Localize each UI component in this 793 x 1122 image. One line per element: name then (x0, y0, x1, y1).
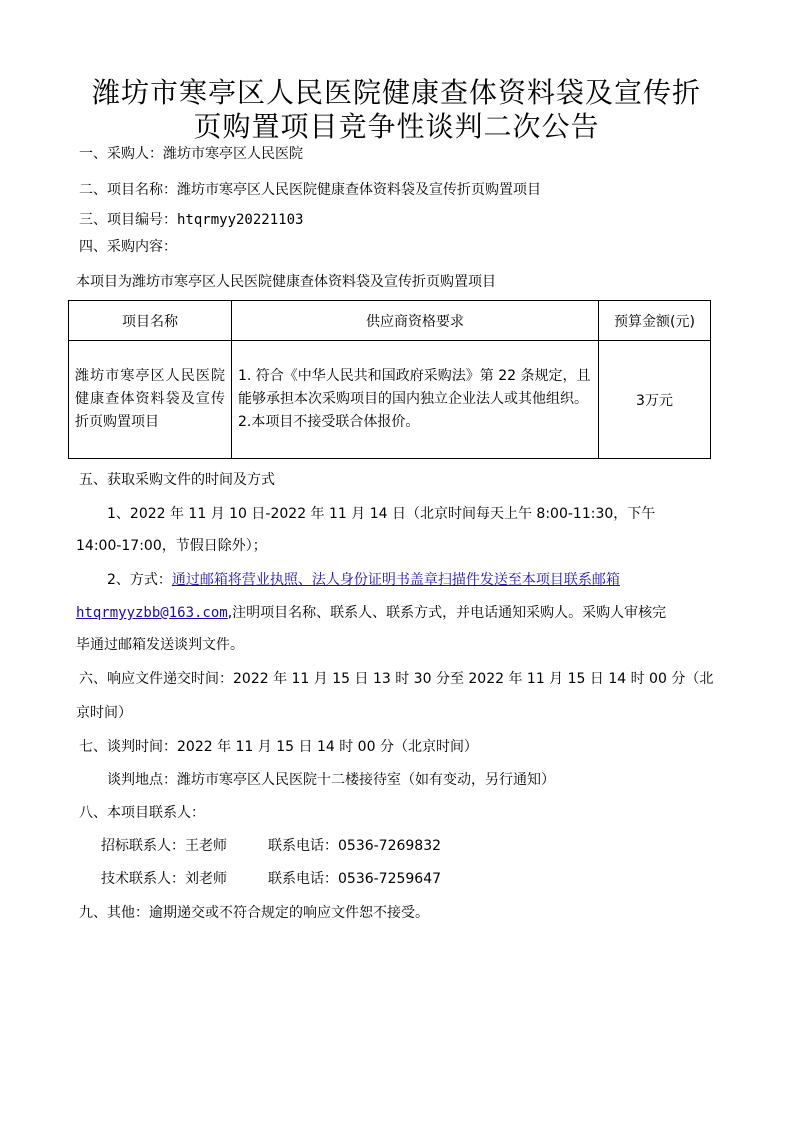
section6-line2: 京时间） (76, 705, 132, 721)
cell-budget: 3万元 (599, 341, 711, 459)
cell-project-name: 潍坊市寒亭区人民医院健康查体资料袋及宣传折页购置项目 (69, 341, 232, 459)
content-intro: 本项目为潍坊市寒亭区人民医院健康查体资料袋及宣传折页购置项目 (76, 274, 496, 290)
notice-title-line1: 潍坊市寒亭区人民医院健康查体资料袋及宣传折 (91, 76, 701, 109)
section8-heading: 八、本项目联系人： (79, 805, 205, 821)
contact1-phone: 联系电话：0536-7269832 (268, 838, 442, 854)
header-qualification: 供应商资格要求 (232, 301, 599, 341)
section5-heading: 五、获取采购文件的时间及方式 (79, 472, 275, 488)
section7-place: 谈判地点：潍坊市寒亭区人民医院十二楼接待室（如有变动，另行通知） (107, 772, 555, 788)
section5-item1-line1: 1、2022 年 11 月 10 日-2022 年 11 月 14 日（北京时间每天上午 8:00-11:30，下午 (107, 506, 656, 522)
purchaser-line: 一、采购人：潍坊市寒亭区人民医院 (79, 146, 303, 162)
section9-line: 九、其他：逾期递交或不符合规定的响应文件恕不接受。 (79, 905, 429, 921)
project-number-line (79, 211, 303, 229)
section7-time: 七、谈判时间：2022 年 11 月 15 日 14 时 00 分（北京时间） (79, 739, 478, 755)
project-name-line: 二、项目名称：潍坊市寒亭区人民医院健康查体资料袋及宣传折页购置项目 (79, 182, 541, 198)
requirements-table (68, 300, 711, 459)
project-number-value: htqrmyy20221103 (177, 212, 304, 228)
table-row (69, 341, 711, 459)
method-link[interactable]: 通过邮箱将营业执照、法人身份证明书盖章扫描件发送至本项目联系邮箱 (171, 572, 620, 588)
contact2-label: 技术联系人：刘老师 (101, 871, 227, 887)
table-header-row (69, 301, 711, 341)
section5-item2-line1 (107, 571, 620, 589)
qualification-item-1: 1. 符合《中华人民共和国政府采购法》第 22 条规定，且能够承担本次采购项目的国内独立企业法人或其他组织。 (238, 368, 591, 407)
section5-item1-line2: 14:00-17:00，节假日除外）； (76, 538, 267, 554)
content-heading: 四、采购内容： (79, 239, 177, 255)
method-label: 2、方式： (107, 572, 172, 588)
project-number-label: 三、项目编号： (79, 212, 177, 228)
section6-line1: 六、响应文件递交时间：2022 年 11 月 15 日 13 时 30 分至 2022 年 11 月 15 日 14 时 00 分（北 (79, 671, 714, 687)
notice-title-line2: 页购置项目竞争性谈判二次公告 (193, 110, 600, 143)
contact-email-link[interactable]: htqrmyyzbb@163.com (76, 605, 228, 621)
contact1-label: 招标联系人：王老师 (101, 838, 227, 854)
section5-item2-line3: 毕通过邮箱发送谈判文件。 (76, 637, 244, 653)
header-project-name: 项目名称 (69, 301, 232, 341)
cell-qualification (232, 341, 599, 459)
contact2-phone: 联系电话：0536-7259647 (268, 871, 442, 887)
method-rest: ,注明项目名称、联系人、联系方式，并电话通知采购人。采购人审核完 (227, 605, 667, 621)
header-budget: 预算金额(元) (599, 301, 711, 341)
section5-item2-line2 (76, 604, 666, 622)
qualification-item-2: 2.本项目不接受联合体报价。 (238, 414, 420, 430)
